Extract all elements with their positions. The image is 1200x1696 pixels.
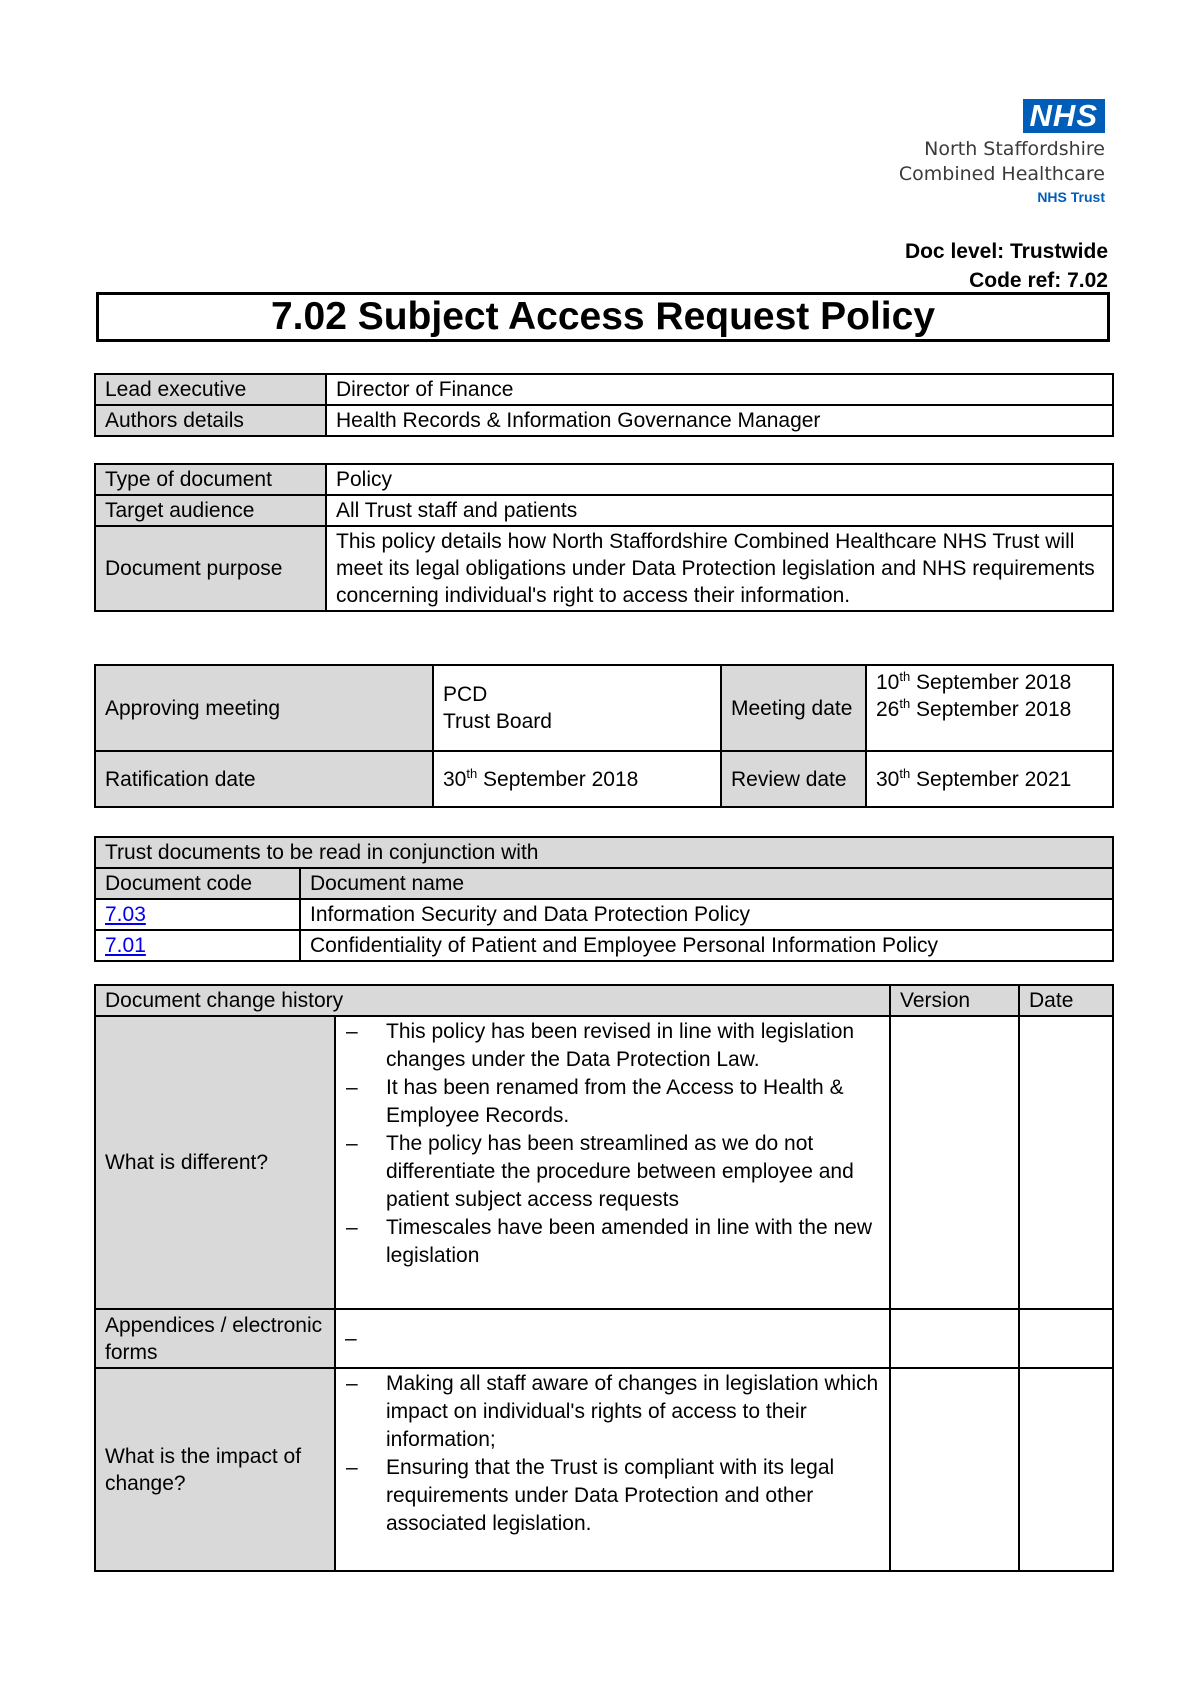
lead-executive-label: Lead executive xyxy=(95,374,326,405)
logo-org-line2: Combined Healthcare xyxy=(898,163,1105,185)
approving-meeting-label: Approving meeting xyxy=(95,665,433,751)
review-date-value: 30th September 2021 xyxy=(866,751,1113,807)
audience-value: All Trust staff and patients xyxy=(326,495,1113,526)
list-item: – Timescales have been amended in line with the new legislation xyxy=(346,1214,881,1270)
version-cell xyxy=(890,1368,1019,1571)
document-name-cell: Confidentiality of Patient and Employee Personal Information Policy xyxy=(300,930,1113,961)
table-row xyxy=(95,374,1113,405)
impact-of-change-label: What is the impact of change? xyxy=(95,1368,335,1571)
table-header-row xyxy=(95,868,1113,899)
purpose-value: This policy details how North Staffordshire Combined Healthcare NHS Trust will meet its legal obligations under Data Protection legislation and NHS requirements concerning individual's right to access their information. xyxy=(326,526,1113,611)
version-cell xyxy=(890,1016,1019,1309)
list-item: – Making all staff aware of changes in legislation which impact on individual's rights of access to their information; xyxy=(346,1370,881,1454)
audience-label: Target audience xyxy=(95,495,326,526)
purpose-label: Document purpose xyxy=(95,526,326,611)
what-is-different-value xyxy=(335,1016,890,1309)
what-is-different-label: What is different? xyxy=(95,1016,335,1309)
table-row xyxy=(95,495,1113,526)
approval-table xyxy=(94,664,1114,808)
column-header-date: Date xyxy=(1019,985,1113,1016)
appendices-label: Appendices / electronic forms xyxy=(95,1309,335,1368)
document-title: 7.02 Subject Access Request Policy xyxy=(96,292,1110,342)
table-row xyxy=(95,751,1113,807)
table-row xyxy=(95,405,1113,436)
document-code-cell xyxy=(95,899,300,930)
date-cell xyxy=(1019,1309,1113,1368)
lead-executive-value: Director of Finance xyxy=(326,374,1113,405)
type-label: Type of document xyxy=(95,464,326,495)
document-code-link[interactable]: 7.03 xyxy=(105,903,146,926)
document-code-cell xyxy=(95,930,300,961)
approving-meeting-value xyxy=(433,665,721,751)
authors-label: Authors details xyxy=(95,405,326,436)
list-item: – Ensuring that the Trust is compliant with its legal requirements under Data Protection and other associated legislation. xyxy=(346,1454,881,1538)
related-documents-header: Trust documents to be read in conjunction with xyxy=(95,837,1113,868)
impact-of-change-value xyxy=(335,1368,890,1571)
ratification-date-value: 30th September 2018 xyxy=(433,751,721,807)
table-row xyxy=(95,1016,1113,1309)
document-info-table xyxy=(94,463,1114,612)
approving-meeting-line1: PCD xyxy=(443,683,488,706)
table-row xyxy=(95,526,1113,611)
lead-table xyxy=(94,373,1114,437)
doc-meta xyxy=(905,237,1108,295)
authors-value: Health Records & Information Governance Manager xyxy=(326,405,1113,436)
date-cell xyxy=(1019,1368,1113,1571)
nhs-trust-logo xyxy=(865,99,1105,207)
document-name-cell: Information Security and Data Protection Policy xyxy=(300,899,1113,930)
date-cell xyxy=(1019,1016,1113,1309)
list-item: – This policy has been revised in line with legislation changes under the Data Protection Law. xyxy=(346,1018,881,1074)
list-item: – The policy has been streamlined as we do not differentiate the procedure between employee and patient subject access requests xyxy=(346,1130,881,1214)
changes-list xyxy=(346,1018,881,1270)
table-row xyxy=(95,665,1113,751)
table-row xyxy=(95,1309,1113,1368)
table-row xyxy=(95,1368,1113,1571)
change-history-table xyxy=(94,984,1114,1572)
meeting-date-value xyxy=(866,665,1113,751)
change-history-header: Document change history xyxy=(95,985,890,1016)
table-header-row xyxy=(95,985,1113,1016)
approving-meeting-line2: Trust Board xyxy=(443,710,552,733)
version-cell xyxy=(890,1309,1019,1368)
logo-trust-label: NHS Trust xyxy=(1037,189,1105,205)
logo-org-line1: North Staffordshire xyxy=(924,138,1105,160)
column-header-version: Version xyxy=(890,985,1019,1016)
doc-level: Doc level: Trustwide xyxy=(904,240,1108,263)
meeting-date-2: 26th September 2018 xyxy=(876,696,1072,721)
meeting-date-1: 10th September 2018 xyxy=(876,669,1072,694)
table-row xyxy=(95,464,1113,495)
table-row xyxy=(95,930,1113,961)
impact-list xyxy=(346,1370,881,1538)
code-ref: Code ref: 7.02 xyxy=(969,269,1108,292)
table-header-row xyxy=(95,837,1113,868)
list-item: – It has been renamed from the Access to Health & Employee Records. xyxy=(346,1074,881,1130)
related-documents-table xyxy=(94,836,1114,962)
column-header-code: Document code xyxy=(95,868,300,899)
document-code-link[interactable]: 7.01 xyxy=(105,934,146,957)
column-header-name: Document name xyxy=(300,868,1113,899)
ratification-date-label: Ratification date xyxy=(95,751,433,807)
appendices-value: – xyxy=(335,1309,890,1368)
table-row xyxy=(95,899,1113,930)
meeting-date-label: Meeting date xyxy=(721,665,866,751)
review-date-label: Review date xyxy=(721,751,866,807)
nhs-logo-mark: NHS xyxy=(1023,99,1105,133)
type-value: Policy xyxy=(326,464,1113,495)
